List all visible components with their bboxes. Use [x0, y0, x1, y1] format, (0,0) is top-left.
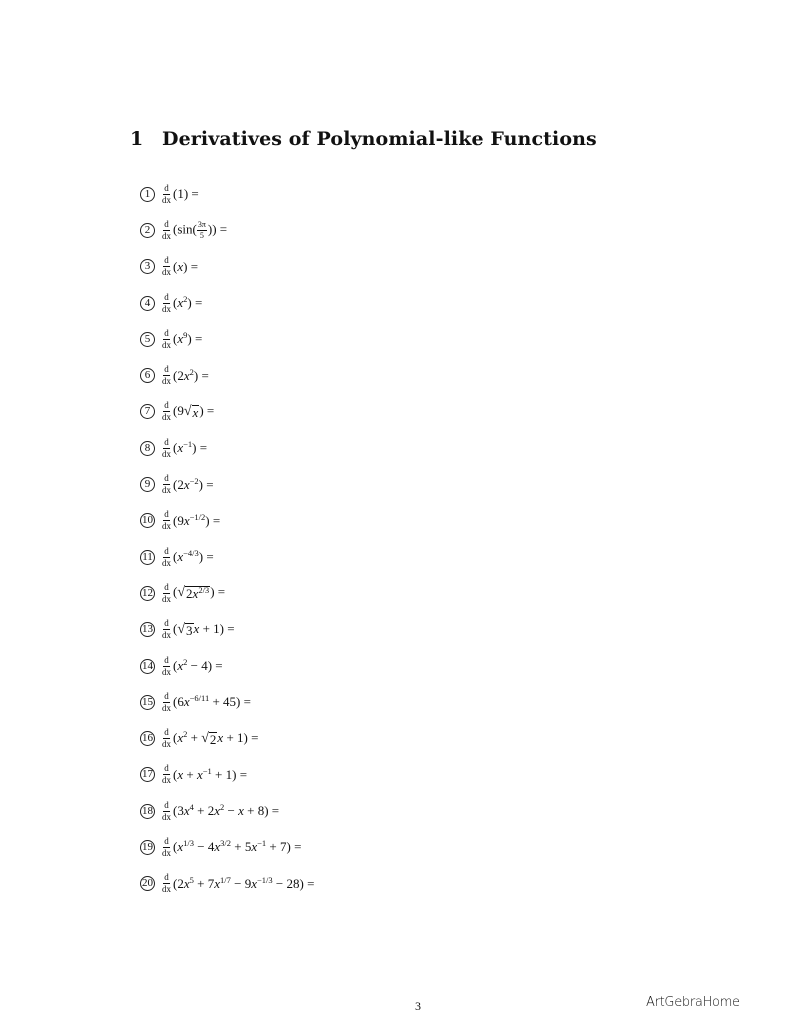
problem-expression: $(x + x^{-1} + 1)$ =: [173, 765, 248, 782]
problem-list: [140, 176, 314, 902]
derivative-operator: $\frac{d}{dx}$: [162, 545, 171, 568]
derivative-operator: $\frac{d}{dx}$: [162, 763, 171, 786]
problem-expression: $(2x^{-2})$ =: [173, 475, 214, 492]
problem-expression: (x) =: [173, 258, 199, 274]
problem-expression: ($x^2$ + √ 2 x + 1) =: [173, 728, 259, 747]
problem-16: [140, 720, 314, 756]
derivative-operator: $\frac{d}{dx}$: [162, 473, 171, 496]
problem-5: [140, 321, 314, 357]
problem-19: [140, 829, 314, 865]
problem-number: 15: [142, 695, 153, 708]
problem-expression: $(2x^5 + 7x^{1/7} - 9x^{-1/3} - 28)$ =: [173, 874, 315, 891]
problem-15: [140, 684, 314, 720]
derivative-operator: $\frac{d}{dx}$: [162, 799, 171, 822]
problem-1: [140, 176, 314, 212]
problem-13: [140, 612, 314, 648]
problem-number: 12: [142, 586, 153, 599]
derivative-operator: $\frac{d}{dx}$: [162, 364, 171, 387]
problem-expression: $(6x^{-6/11} + 45)$ =: [173, 693, 251, 710]
problem-number: 8: [140, 441, 155, 456]
derivative-operator: $\frac{d}{dx}$: [162, 436, 171, 459]
problem-number: 4: [140, 296, 155, 311]
derivative-operator: $\frac{d}{dx}$: [162, 835, 171, 858]
problem-expression: $(2x^2)$ =: [173, 366, 209, 383]
problem-number: 5: [140, 332, 155, 347]
derivative-operator: $\frac{d}{dx}$: [162, 654, 171, 677]
section-number: 1: [130, 128, 144, 150]
section-title: Derivatives of Polynomial-like Functions: [162, 128, 597, 150]
problem-number: 9: [140, 477, 155, 492]
problem-expression: (1) =: [173, 186, 199, 202]
problem-11: [140, 539, 314, 575]
problem-expression: $(x^{-1})$ =: [173, 439, 208, 456]
derivative-operator: $\frac{d}{dx}$: [162, 872, 171, 895]
problem-10: [140, 503, 314, 539]
problem-expression: $(3x^4 + 2x^2 - x + 8)$ =: [173, 802, 280, 819]
problem-number: 1: [140, 187, 155, 202]
derivative-operator: $\frac{d}{dx}$: [162, 727, 171, 750]
derivative-operator: $\frac{d}{dx}$: [162, 581, 171, 604]
problem-12: [140, 575, 314, 611]
problem-14: [140, 648, 314, 684]
problem-expression: $(x^2)$ =: [173, 294, 203, 311]
problem-number: 7: [140, 404, 155, 419]
problem-number: 19: [142, 840, 153, 853]
problem-expression: ( √ 3 x + 1) =: [173, 620, 235, 638]
problem-number: 10: [142, 514, 153, 527]
problem-8: [140, 430, 314, 466]
problem-number: 3: [140, 259, 155, 274]
section-heading: [130, 128, 597, 150]
derivative-operator: $\frac{d}{dx}$: [162, 255, 171, 278]
derivative-operator: $\frac{d}{dx}$: [162, 400, 171, 423]
problem-expression: $(x^2 - 4)$ =: [173, 657, 223, 673]
problem-expression: $(9x^{-1/2})$ =: [173, 511, 221, 528]
problem-expression: (sin( $\frac{3\pi}{5}$ )) =: [173, 219, 228, 240]
derivative-operator: $\frac{d}{dx}$: [162, 327, 171, 350]
problem-4: [140, 285, 314, 321]
problem-number: 16: [142, 732, 153, 745]
problem-6: [140, 357, 314, 393]
problem-3: [140, 249, 314, 285]
problem-number: 2: [140, 223, 155, 238]
problem-expression: ( √ $2x^{2/3}$ ) =: [173, 584, 226, 602]
problem-expression: $(x^9)$ =: [173, 330, 203, 347]
derivative-operator: $\frac{d}{dx}$: [162, 618, 171, 641]
problem-expression: $(x^{1/3} - 4x^{3/2} + 5x^{-1} + 7)$ =: [173, 838, 302, 855]
derivative-operator: $\frac{d}{dx}$: [162, 182, 171, 205]
problem-20: [140, 866, 314, 902]
problem-number: 13: [142, 623, 153, 636]
derivative-operator: $\frac{d}{dx}$: [162, 291, 171, 314]
problem-18: [140, 793, 314, 829]
derivative-operator: $\frac{d}{dx}$: [162, 690, 171, 713]
problem-number: 17: [142, 768, 153, 781]
problem-2: [140, 212, 314, 248]
problem-number: 11: [140, 550, 155, 565]
problem-expression: $(x^{-4/3})$ =: [173, 548, 214, 565]
derivative-operator: $\frac{d}{dx}$: [162, 218, 171, 241]
problem-number: 20: [142, 877, 153, 890]
brand-logo: ArtGebraHome: [646, 995, 740, 1010]
page-number: 3: [415, 999, 421, 1013]
problem-expression: (9 √ x ) =: [173, 402, 215, 420]
problem-number: 18: [142, 804, 153, 817]
problem-7: [140, 394, 314, 430]
problem-number: 6: [140, 368, 155, 383]
problem-number: 14: [142, 659, 153, 672]
problem-17: [140, 757, 314, 793]
derivative-operator: $\frac{d}{dx}$: [162, 509, 171, 532]
problem-9: [140, 466, 314, 502]
